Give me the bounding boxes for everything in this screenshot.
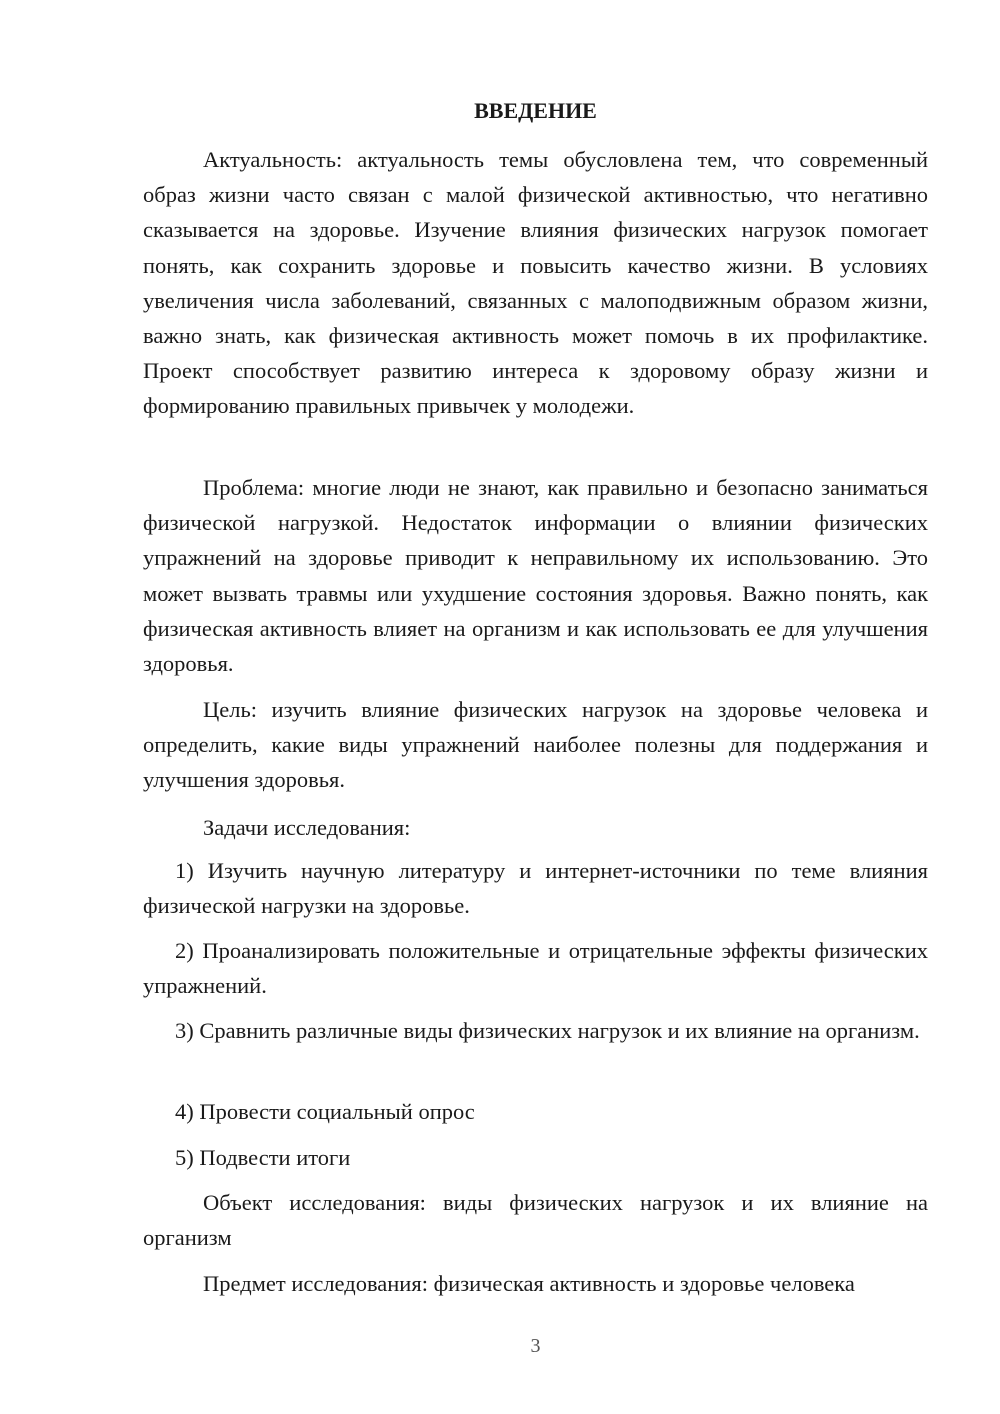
- page-number: 3: [530, 1335, 541, 1357]
- document-page: [143, 0, 928, 1414]
- subject-paragraph: Предмет исследования: физическая активность и здоровье человека: [203, 1271, 855, 1296]
- task-item-4: 4) Провести социальный опрос: [175, 1099, 475, 1124]
- object-paragraph: Объект исследования: виды физических нагрузок и их влияние на организм: [143, 1190, 928, 1251]
- task-item-5: 5) Подвести итоги: [175, 1145, 351, 1170]
- problem-paragraph: Проблема: многие люди не знают, как правильно и безопасно заниматься физической нагрузкой. Недостаток информации о влиянии физических упражнений на здоровье приводит к неправильному их использованию. Это может вызвать травмы или ухудшение состояния здоровья. Важно понять, как физическая активность влияет на организм и как использовать ее для улучшения здоровья.: [143, 475, 928, 677]
- page-title: ВВЕДЕНИЕ: [474, 98, 597, 123]
- relevance-paragraph: Актуальность: актуальность темы обусловлена тем, что современный образ жизни часто связан с малой физической активностью, что негативно сказывается на здоровье. Изучение влияния физических нагрузок помогает понять, как сохранить здоровье и повысить качество жизни. В условиях увеличения числа заболеваний, связанных с малоподвижным образом жизни, важно знать, как физическая активность может помочь в их профилактике. Проект способствует развитию интереса к здоровому образу жизни и формированию правильных привычек у молодежи.: [143, 147, 928, 419]
- goal-paragraph: Цель: изучить влияние физических нагрузок на здоровье человека и определить, какие виды упражнений наиболее полезны для поддержания и улучшения здоровья.: [143, 697, 928, 793]
- tasks-heading: Задачи исследования:: [203, 815, 411, 840]
- task-item-3: 3) Сравнить различные виды физических нагрузок и их влияние на организм.: [175, 1018, 920, 1043]
- task-item-2: 2) Проанализировать положительные и отрицательные эффекты физических упражнений.: [143, 938, 928, 999]
- task-item-1: 1) Изучить научную литературу и интернет-источники по теме влияния физической нагрузки на здоровье.: [143, 858, 928, 919]
